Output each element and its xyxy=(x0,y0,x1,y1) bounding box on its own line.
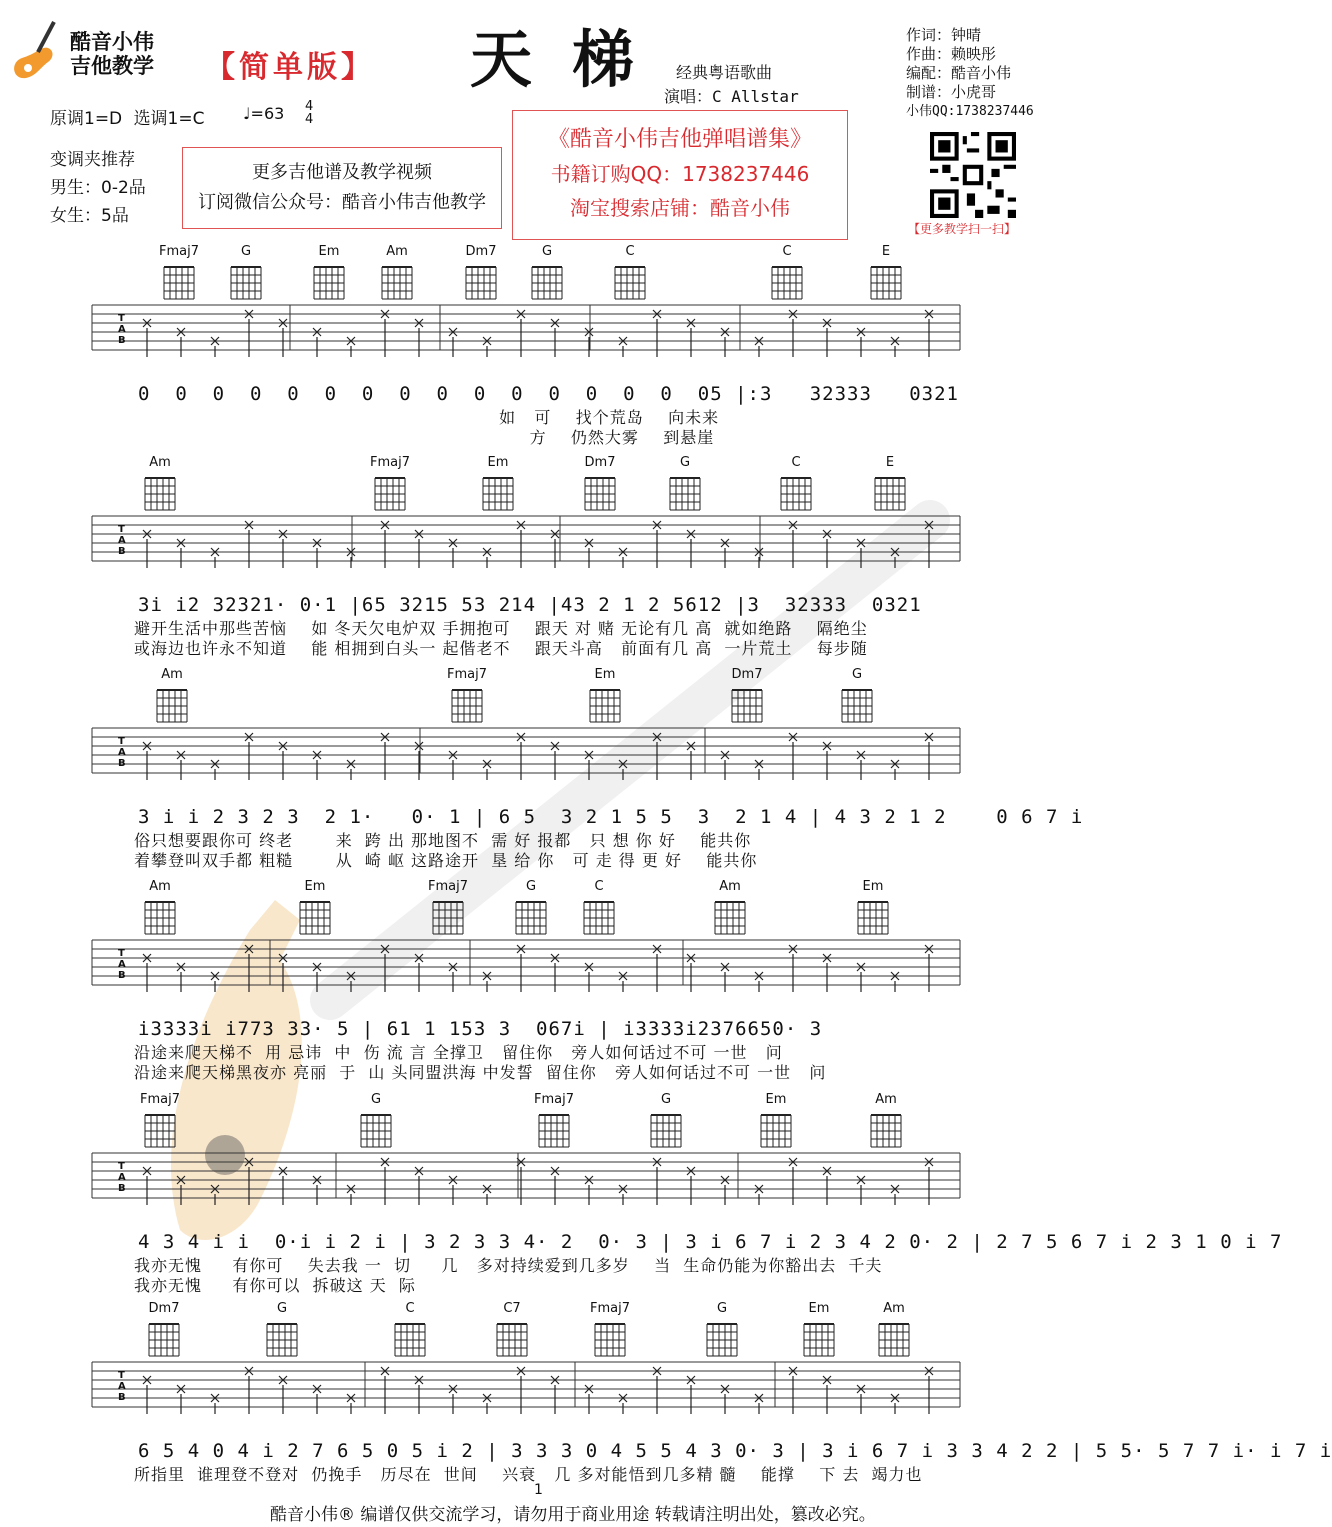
brand-name xyxy=(70,30,154,78)
lyric-line-2: 我亦无愧 有你可以 拆破这 天 际 xyxy=(134,1276,416,1295)
capo-male: 男生：0-2品 xyxy=(50,178,146,198)
chord-grid-icon xyxy=(728,684,766,724)
chord-name: Am xyxy=(719,879,741,894)
chord-name: Em xyxy=(765,1092,787,1107)
chord-name: Dm7 xyxy=(148,1301,180,1316)
chord-diagram xyxy=(586,1302,634,1358)
tab-letter: B xyxy=(118,335,126,346)
chord-diagram xyxy=(795,1302,843,1358)
chord-name: Fmaj7 xyxy=(447,667,487,682)
chord-name: G xyxy=(851,667,863,682)
contact-qq: 小伟QQ:1738237446 xyxy=(906,104,1034,119)
chosen-key: 选调1=C xyxy=(133,109,205,129)
tab-label xyxy=(118,313,126,346)
tab-staff xyxy=(92,514,972,570)
key-info xyxy=(50,104,205,129)
chord-diagram xyxy=(849,880,897,936)
chord-diagram xyxy=(642,1093,690,1149)
chord-grid-icon xyxy=(141,472,179,512)
tab-letter: T xyxy=(118,1370,125,1381)
credit-composer: 作曲：赖映彤 xyxy=(906,45,997,63)
capo-title: 变调夹推荐 xyxy=(50,150,135,170)
book-promo-box xyxy=(512,110,848,240)
chord-grid-icon xyxy=(777,472,815,512)
jianpu-line: 3 i i 2 3 2 3 2 1· 0· 1 | 6 5 3 2 1 5 5 3 2 1 4 | 4 3 2 1 2 0 6 7 i xyxy=(138,806,1084,828)
chord-name: E xyxy=(881,244,891,259)
jianpu-line: 4 3 4 i i 0·i i 2 i | 3 2 3 3 4· 2 0· 3 | 3 i 6 7 i 2 3 4 2 0· 2 | 2 7 5 6 7 i 2 3 1 0 i 7 xyxy=(138,1231,1283,1253)
chord-name: Fmaj7 xyxy=(140,1092,180,1107)
chord-diagram xyxy=(373,245,421,301)
wechat-promo-box xyxy=(182,147,502,229)
chord-name: G xyxy=(660,1092,672,1107)
brand-line2: 吉他教学 xyxy=(70,54,154,78)
chord-name: G xyxy=(370,1092,382,1107)
chord-grid-icon xyxy=(867,261,905,301)
lyric-line-1: 俗只想要跟你可 终老 来 跨 出 那地图不 需 好 报都 只 想 你 好 能共你 xyxy=(134,831,752,850)
chord-grid-icon xyxy=(429,896,467,936)
chord-name: Am xyxy=(161,667,183,682)
chord-diagram xyxy=(305,245,353,301)
tab-letter: T xyxy=(118,948,125,959)
chord-diagram xyxy=(706,880,754,936)
chord-diagram xyxy=(866,456,914,512)
chord-grid-icon xyxy=(711,896,749,936)
capo-recommendation xyxy=(50,146,146,230)
credit-arranger: 编配：酷音小伟 xyxy=(906,64,1012,82)
song-subtitle: 经典粤语歌曲 xyxy=(676,63,773,82)
chord-grid-icon xyxy=(371,472,409,512)
chord-diagram xyxy=(862,1093,910,1149)
chord-grid-icon xyxy=(768,261,806,301)
tab-letter: B xyxy=(118,546,126,557)
time-sig-bottom: 4 xyxy=(305,112,314,127)
chord-name: C xyxy=(405,1301,415,1316)
qr-code-icon[interactable] xyxy=(930,132,1016,218)
chord-name: Am xyxy=(149,879,171,894)
chord-diagram xyxy=(576,456,624,512)
tab-letter: A xyxy=(118,324,126,335)
chord-grid-icon xyxy=(310,261,348,301)
chord-name: C xyxy=(782,244,792,259)
lyric-line-2: 或海边也许永不知道 能 相拥到白头一 起偕老不 跟天斗高 前面有几 高 一片荒土 每步随 xyxy=(134,639,868,658)
chord-diagram xyxy=(763,245,811,301)
chord-grid-icon xyxy=(838,684,876,724)
chord-grid-icon xyxy=(160,261,198,301)
chord-name: C xyxy=(594,879,604,894)
chord-diagram xyxy=(575,880,623,936)
tab-label xyxy=(118,524,126,557)
chord-diagram xyxy=(148,668,196,724)
chord-diagram xyxy=(581,668,629,724)
tab-letter: B xyxy=(118,1392,126,1403)
chord-grid-icon xyxy=(581,472,619,512)
book-promo-taobao: 淘宝搜索店铺：酷音小伟 xyxy=(570,196,790,220)
chord-grid-icon xyxy=(479,472,517,512)
chord-diagram xyxy=(723,668,771,724)
chord-diagram xyxy=(136,880,184,936)
lyric-line-2: 着攀登叫双手都 粗糙 从 崎 岖 这路途开 垦 给 你 可 走 得 更 好 能共你 xyxy=(134,851,758,870)
tab-letter: T xyxy=(118,524,125,535)
chord-diagram xyxy=(222,245,270,301)
lyric-line-1: 我亦无愧 有你可 失去我 一 切 几 多对持续爱到几多岁 当 生命仍能为你豁出去 千夫 xyxy=(134,1256,883,1275)
chord-name: Em xyxy=(594,667,616,682)
chord-diagram xyxy=(155,245,203,301)
chord-diagram xyxy=(772,456,820,512)
chord-grid-icon xyxy=(263,1318,301,1358)
chord-grid-icon xyxy=(586,684,624,724)
chord-grid-icon xyxy=(296,896,334,936)
chord-diagram xyxy=(457,245,505,301)
chord-grid-icon xyxy=(145,1318,183,1358)
tab-label xyxy=(118,736,126,769)
chord-diagram xyxy=(136,456,184,512)
chord-name: Am xyxy=(875,1092,897,1107)
jianpu-line: 6 5 4 0 4 i 2 7 6 5 0 5 i 2 | 3 3 3 0 4 5 5 4 3 0· 3 | 3 i 6 7 i 3 3 4 2 2 | 5 5· 5 7 7 i· i 7 i xyxy=(138,1440,1332,1462)
chord-diagram xyxy=(352,1093,400,1149)
chord-name: Am xyxy=(149,455,171,470)
chord-name: Fmaj7 xyxy=(590,1301,630,1316)
tab-label xyxy=(118,948,126,981)
chord-grid-icon xyxy=(528,261,566,301)
chord-diagram xyxy=(530,1093,578,1149)
chord-grid-icon xyxy=(493,1318,531,1358)
chord-grid-icon xyxy=(535,1109,573,1149)
chord-diagram xyxy=(862,245,910,301)
chord-grid-icon xyxy=(448,684,486,724)
chord-name: Dm7 xyxy=(465,244,497,259)
chord-diagram xyxy=(258,1302,306,1358)
singer: 演唱：C Allstar xyxy=(664,87,799,106)
credit-lyricist: 作词：钟晴 xyxy=(906,26,982,44)
chord-diagram xyxy=(136,1093,184,1149)
chord-grid-icon xyxy=(611,261,649,301)
tab-staff xyxy=(92,1360,972,1416)
chord-grid-icon xyxy=(141,1109,179,1149)
credit-transcriber: 制谱：小虎哥 xyxy=(906,83,997,101)
chord-grid-icon xyxy=(591,1318,629,1358)
chord-grid-icon xyxy=(141,896,179,936)
chord-grid-icon xyxy=(391,1318,429,1358)
chord-name: Em xyxy=(487,455,509,470)
chord-grid-icon xyxy=(378,261,416,301)
chord-diagram xyxy=(474,456,522,512)
chord-diagram xyxy=(366,456,414,512)
lyric-line-2: 方 仍然大雾 到悬崖 xyxy=(134,428,715,447)
chord-grid-icon xyxy=(800,1318,838,1358)
chord-diagram xyxy=(386,1302,434,1358)
tab-letter: T xyxy=(118,736,125,747)
chord-name: C7 xyxy=(503,1301,521,1316)
page-number: 1 xyxy=(534,1482,543,1498)
tab-letter: B xyxy=(118,970,126,981)
tab-letter: A xyxy=(118,959,126,970)
lyric-line-1: 如 可 找个荒岛 向未来 xyxy=(134,408,720,427)
chord-grid-icon xyxy=(580,896,618,936)
chord-diagram xyxy=(698,1302,746,1358)
chord-name: Fmaj7 xyxy=(370,455,410,470)
chord-diagram xyxy=(752,1093,800,1149)
chord-name: G xyxy=(276,1301,288,1316)
chord-grid-icon xyxy=(357,1109,395,1149)
chord-name: C xyxy=(625,244,635,259)
lyric-line-2: 沿途来爬天梯黑夜亦 亮丽 于 山 头同盟洪海 中发誓 留住你 旁人如何话过不可 一世 问 xyxy=(134,1063,827,1082)
chord-name: G xyxy=(679,455,691,470)
chord-name: Dm7 xyxy=(584,455,616,470)
chord-grid-icon xyxy=(153,684,191,724)
chord-diagram xyxy=(507,880,555,936)
chord-name: G xyxy=(525,879,537,894)
chord-name: Fmaj7 xyxy=(159,244,199,259)
wechat-promo-line1: 更多吉他谱及教学视频 xyxy=(252,162,432,183)
chord-name: Dm7 xyxy=(731,667,763,682)
chord-name: Fmaj7 xyxy=(534,1092,574,1107)
chord-grid-icon xyxy=(703,1318,741,1358)
lyric-line-1: 避开生活中那些苦恼 如 冬天欠电炉双 手拥抱可 跟天 对 赌 无论有几 高 就如绝路 隔绝尘 xyxy=(134,619,868,638)
chord-diagram xyxy=(488,1302,536,1358)
chord-name: C xyxy=(791,455,801,470)
chord-name: G xyxy=(541,244,553,259)
original-key: 原调1=D xyxy=(50,109,123,129)
capo-female: 女生：5品 xyxy=(50,206,129,226)
chord-name: Em xyxy=(808,1301,830,1316)
chord-name: Em xyxy=(862,879,884,894)
qr-caption: 【更多教学扫一扫】 xyxy=(908,222,1017,236)
guitar-logo-icon xyxy=(8,12,70,84)
time-signature xyxy=(305,100,313,126)
song-title: 天梯 xyxy=(470,23,675,96)
time-sig-top: 4 xyxy=(305,99,314,114)
footer-notice: 酷音小伟® 编谱仅供交流学习，请勿用于商业用途 转载请注明出处，篡改必究。 xyxy=(270,1505,876,1525)
chord-diagram xyxy=(833,668,881,724)
chord-diagram xyxy=(443,668,491,724)
lyric-line-1: 沿途来爬天梯不 用 忌讳 中 伤 流 言 全撑卫 留住你 旁人如何话过不可 一世 问 xyxy=(134,1043,783,1062)
chord-grid-icon xyxy=(227,261,265,301)
lyric-line-1: 所指里 谁理登不登对 仍挽手 历尽在 世间 兴衰 几 多对能悟到几多精 髓 能撑 下 去 竭力也 xyxy=(134,1465,923,1484)
tab-letter: A xyxy=(118,1381,126,1392)
tab-staff xyxy=(92,303,972,359)
tab-staff xyxy=(92,726,972,782)
book-promo-title: 《酷音小伟吉他弹唱谱集》 xyxy=(547,127,812,152)
chord-name: Am xyxy=(883,1301,905,1316)
edition-label: 【简单版】 xyxy=(205,50,375,85)
chord-grid-icon xyxy=(462,261,500,301)
wechat-promo-line2: 订阅微信公众号：酷音小伟吉他教学 xyxy=(198,192,486,213)
chord-grid-icon xyxy=(871,472,909,512)
chord-grid-icon xyxy=(867,1109,905,1149)
chord-grid-icon xyxy=(875,1318,913,1358)
credits xyxy=(906,26,1034,121)
chord-diagram xyxy=(523,245,571,301)
chord-name: Fmaj7 xyxy=(428,879,468,894)
chord-name: Em xyxy=(304,879,326,894)
chord-grid-icon xyxy=(647,1109,685,1149)
chord-grid-icon xyxy=(666,472,704,512)
tab-staff xyxy=(92,938,972,994)
chord-grid-icon xyxy=(512,896,550,936)
tempo: ♩=63 xyxy=(243,104,285,123)
chord-diagram xyxy=(661,456,709,512)
tab-letter: B xyxy=(118,758,126,769)
chord-name: Em xyxy=(318,244,340,259)
jianpu-line: i3333i i773 33· 5 | 61 1 153 3 067i | i3333i2376650· 3 xyxy=(138,1018,823,1040)
tab-letter: T xyxy=(118,313,125,324)
tab-label xyxy=(118,1161,126,1194)
brand-line1: 酷音小伟 xyxy=(70,30,154,54)
jianpu-line: 3i i2 32321· 0·1 |65 3215 53 214 |43 2 1 2 5612 |3 32333 0321 xyxy=(138,594,922,616)
tab-letter: A xyxy=(118,535,126,546)
chord-diagram xyxy=(140,1302,188,1358)
chord-name: E xyxy=(885,455,895,470)
tab-letter: A xyxy=(118,747,126,758)
chord-diagram xyxy=(424,880,472,936)
tab-letter: A xyxy=(118,1172,126,1183)
tab-label xyxy=(118,1370,126,1403)
chord-diagram xyxy=(291,880,339,936)
chord-grid-icon xyxy=(757,1109,795,1149)
chord-diagram xyxy=(870,1302,918,1358)
chord-name: G xyxy=(716,1301,728,1316)
jianpu-line: 0 0 0 0 0 0 0 0 0 0 0 0 0 0 0 05 |:3 32333 0321 xyxy=(138,383,959,405)
chord-grid-icon xyxy=(854,896,892,936)
chord-name: Am xyxy=(386,244,408,259)
chord-diagram xyxy=(606,245,654,301)
tab-letter: B xyxy=(118,1183,126,1194)
chord-name: G xyxy=(240,244,252,259)
book-promo-qq: 书籍订购QQ：1738237446 xyxy=(550,162,810,186)
tab-staff xyxy=(92,1151,972,1207)
tab-letter: T xyxy=(118,1161,125,1172)
